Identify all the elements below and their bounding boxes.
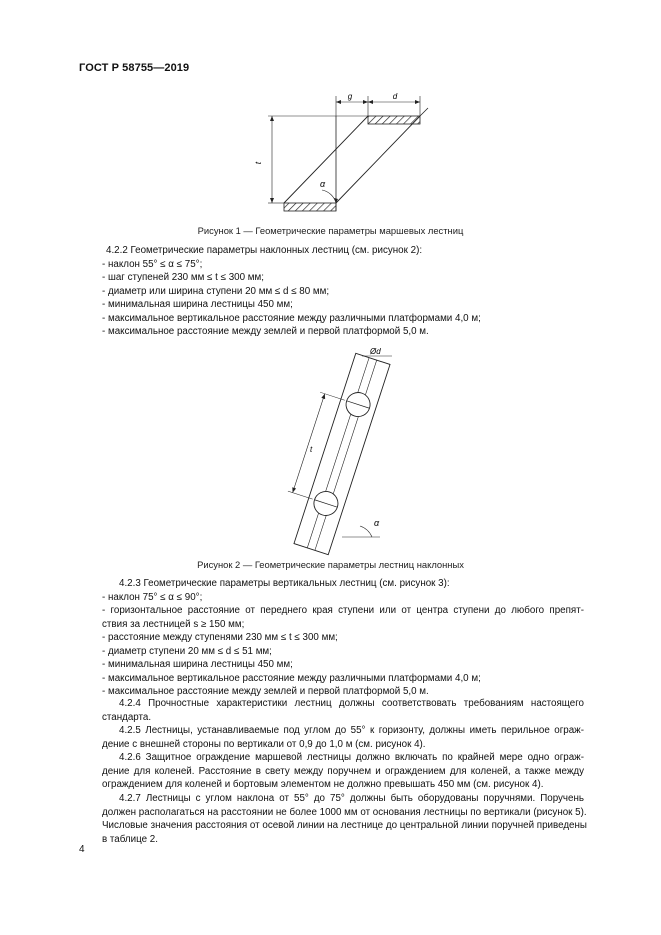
label-t: t — [310, 445, 313, 454]
paragraph-4-2-4 — [102, 697, 584, 724]
text-line: 4.2.2 Геометрические параметры наклонных лестниц (см. рисунок 2): — [106, 245, 423, 256]
list-item: - горизонтальное расстояние от переднего края ступени или от центра ступени до любого препят- — [102, 605, 584, 616]
figure-1-caption: Рисунок 1 — Геометрические параметры маршевых лестниц — [197, 225, 464, 236]
list-item: - диаметр ступени 20 мм ≤ d ≤ 51 мм; — [102, 645, 272, 657]
label-t: t — [254, 161, 263, 165]
text-line: 4.2.3 Геометрические параметры вертикальных лестниц (см. рисунок 3): — [119, 578, 450, 589]
paragraph-4-2-7 — [102, 792, 587, 846]
text-line: 4.2.5 Лестницы, устанавливаемые под углом до 55° к горизонту, должны иметь перильное ограж- — [119, 725, 584, 736]
list-item: - расстояние между ступенями 230 мм ≤ t ≤ 300 мм; — [102, 632, 338, 643]
list-item: ствия за лестницей s ≥ 150 мм; — [102, 618, 245, 630]
list-item: - максимальное расстояние между землей и первой платформой 5,0 м. — [102, 326, 429, 337]
figure-2-ladder-diagram — [280, 342, 400, 557]
text-line: 4.2.6 Защитное ограждение маршевой лестницы должно включать по крайней мере одно ограж- — [119, 752, 584, 763]
page-number: 4 — [79, 844, 85, 855]
label-diameter: Ød — [370, 347, 381, 356]
text-line: стандарта. — [102, 711, 152, 723]
figure-1-stair-diagram — [250, 86, 450, 221]
list-item: - максимальное расстояние между землей и первой платформой 5,0 м. — [102, 686, 429, 697]
section-4-2-2 — [102, 244, 584, 339]
section-4-2-3 — [102, 577, 584, 699]
label-alpha: α — [320, 179, 326, 189]
text-line: ограждением для коленей и бортовым элементом не должно превышать 450 мм (см. рисунок 4). — [102, 779, 544, 791]
paragraph-4-2-6 — [102, 751, 584, 792]
list-item: - минимальная ширина лестницы 450 мм; — [102, 659, 293, 670]
text-line: дение для коленей. Расстояние в свету между поручнем и ограждением для коленей, а также между — [102, 765, 584, 777]
text-line: 4.2.7 Лестницы с углом наклона от 55° до 75° должны быть оборудованы поручнями. Поручень — [119, 793, 584, 804]
list-item: - диаметр или ширина ступени 20 мм ≤ d ≤ 80 мм; — [102, 285, 330, 297]
text-line: в таблице 2. — [102, 833, 158, 845]
text-line: Числовые значения расстояния от осевой линии на лестнице до центральной линии поручней приведены — [102, 820, 587, 832]
paragraph-4-2-5 — [102, 724, 584, 751]
figure-2-caption: Рисунок 2 — Геометрические параметры лестниц наклонных — [197, 559, 464, 570]
document-header: ГОСТ Р 58755—2019 — [79, 62, 190, 74]
upper-tread — [368, 116, 420, 124]
label-alpha: α — [374, 518, 380, 528]
list-item: - наклон 75° ≤ α ≤ 90°; — [102, 591, 203, 603]
label-g: g — [347, 92, 353, 101]
list-item: - максимальное вертикальное расстояние между различными платформами 4,0 м; — [102, 672, 481, 684]
text-line: дение с внешней стороны по вертикали от 0,9 до 1,0 м (см. рисунок 4). — [102, 738, 426, 750]
text-line: 4.2.4 Прочностные характеристики лестниц должны соответствовать требованиям настоящего — [119, 698, 584, 709]
text-line: должен располагаться на расстоянии не более 1000 мм от основания лестницы по вертикали (рисунок 5). — [102, 806, 587, 818]
lower-tread — [284, 203, 336, 211]
list-item: - шаг ступеней 230 мм ≤ t ≤ 300 мм; — [102, 272, 264, 283]
list-item: - наклон 55° ≤ α ≤ 75°; — [102, 258, 203, 270]
list-item: - максимальное вертикальное расстояние между различными платформами 4,0 м; — [102, 312, 481, 324]
label-d: d — [392, 92, 398, 101]
list-item: - минимальная ширина лестницы 450 мм; — [102, 299, 293, 310]
